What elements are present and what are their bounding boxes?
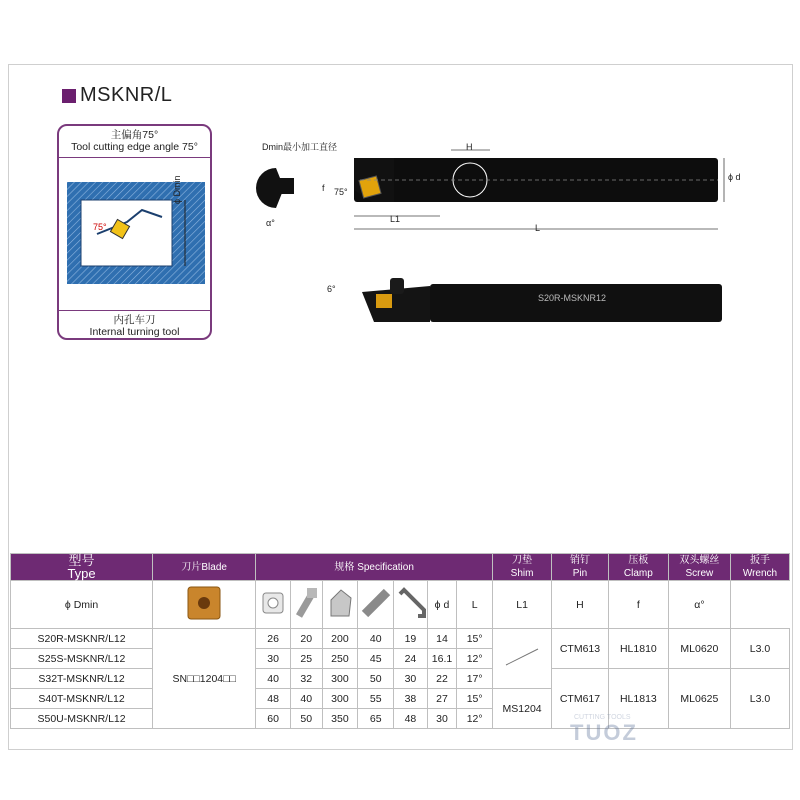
cell: 300 — [322, 689, 358, 709]
screw-header-en: Screw — [685, 568, 714, 579]
cell: 17° — [457, 669, 493, 689]
angle-diagram — [57, 124, 212, 340]
wrench-image — [394, 581, 428, 629]
clamp-value-1: HL1810 — [608, 629, 668, 669]
tool-caption-en: Internal turning tool — [89, 326, 180, 338]
dmin-note: Dmin最小加工直径 — [262, 142, 338, 152]
type-header-cn: 型号 — [68, 553, 95, 568]
caption-divider — [59, 157, 210, 158]
no-shim-slash-icon — [502, 645, 542, 669]
tool-caption-cn: 内孔车刀 — [113, 314, 156, 326]
col-dmin: ϕ Dmin — [11, 581, 153, 629]
cell: 200 — [322, 629, 358, 649]
wrench-header-en: Wrench — [742, 568, 778, 579]
insert-image — [153, 581, 256, 629]
clamp-value-2: HL1813 — [608, 669, 668, 729]
clamp-header — [608, 554, 668, 581]
pin-header-en: Pin — [572, 568, 588, 579]
cell: 12° — [457, 709, 493, 729]
pin-header-cn: 销钉 — [569, 555, 590, 566]
wrench-value-2: L3.0 — [730, 669, 789, 729]
table-row — [11, 669, 790, 689]
row-type: S50U-MSKNR/L12 — [11, 709, 153, 729]
clamp-image — [322, 581, 358, 629]
cell: 16.1 — [427, 649, 456, 669]
pin-image — [290, 581, 322, 629]
page-title: MSKNR/L — [80, 84, 173, 106]
cell: 300 — [322, 669, 358, 689]
pin-header — [552, 554, 609, 581]
cell: 25 — [290, 649, 322, 669]
type-header-en: Type — [67, 566, 96, 581]
watermark-text: TUOZ — [570, 720, 638, 745]
col-l1: L1 — [493, 581, 552, 629]
cell: 30 — [394, 669, 428, 689]
cell: 22 — [427, 669, 456, 689]
cell: 65 — [358, 709, 394, 729]
cell: 20 — [290, 629, 322, 649]
screw-value-2: ML0625 — [668, 669, 730, 729]
cell: 40 — [256, 669, 291, 689]
col-l: L — [457, 581, 493, 629]
spec-header: 规格 Specification — [256, 554, 493, 581]
cell: 30 — [427, 709, 456, 729]
cell: 350 — [322, 709, 358, 729]
f-dim-label: f — [322, 183, 325, 193]
shim-value-2: MS1204 — [493, 689, 552, 729]
bar-marking: S20R-MSKNR12 — [538, 293, 607, 303]
pin-value-2: CTM617 — [552, 669, 609, 729]
pin-value-1: CTM613 — [552, 629, 609, 669]
row-type: S25S-MSKNR/L12 — [11, 649, 153, 669]
shim-header-en: Shim — [510, 568, 534, 579]
screw-icon — [359, 586, 393, 620]
h-dim-label: H — [466, 142, 473, 152]
col-d: ϕ d — [427, 581, 456, 629]
shim-image — [256, 581, 291, 629]
bore-section-drawing — [67, 182, 205, 284]
cell: 15° — [457, 689, 493, 709]
alpha-label: α° — [266, 218, 275, 228]
shim-header — [493, 554, 552, 581]
relief-angle-label: 6° — [327, 284, 336, 294]
wrench-value-1: L3.0 — [730, 629, 789, 669]
screw-value-1: ML0620 — [668, 629, 730, 669]
diagram-angle-label: 75° — [93, 222, 107, 232]
angle-caption-cn: 主偏角75° — [110, 129, 159, 141]
l-dim-label: L — [535, 223, 541, 233]
angle-caption-en: Tool cutting edge angle 75° — [71, 141, 198, 153]
wrench-icon — [394, 586, 428, 620]
cell: 24 — [394, 649, 428, 669]
table-row — [11, 629, 790, 649]
spec-table — [10, 553, 790, 729]
cell: 27 — [427, 689, 456, 709]
l1-dim-label: L1 — [390, 214, 401, 224]
col-h: H — [552, 581, 609, 629]
screw-header-cn: 双头螺丝 — [679, 555, 720, 566]
row-type: S32T-MSKNR/L12 — [11, 669, 153, 689]
type-header — [11, 554, 153, 581]
d-dim-label: ϕ d — [728, 172, 741, 182]
clamp-header-cn: 压板 — [628, 555, 649, 566]
shim-none — [493, 629, 552, 689]
cell: 45 — [358, 649, 394, 669]
screw-header — [668, 554, 730, 581]
caption-divider-bottom — [59, 310, 210, 311]
screw-image — [358, 581, 394, 629]
cell: 14 — [427, 629, 456, 649]
cell: 50 — [290, 709, 322, 729]
cell: 50 — [358, 669, 394, 689]
cell: 55 — [358, 689, 394, 709]
blade-header: 刀片Blade — [153, 554, 256, 581]
cell: 250 — [322, 649, 358, 669]
cell: 48 — [256, 689, 291, 709]
blade-value: SN□□1204□□ — [153, 629, 256, 729]
title-square-icon — [62, 89, 76, 103]
drawing-angle-label: 75° — [334, 187, 348, 197]
cell: 40 — [290, 689, 322, 709]
cell: 19 — [394, 629, 428, 649]
clamp-icon — [325, 586, 355, 620]
wrench-header — [730, 554, 789, 581]
title-block — [62, 84, 172, 107]
cell: 40 — [358, 629, 394, 649]
cell: 38 — [394, 689, 428, 709]
watermark-sub: CUTTING TOOLS — [574, 714, 631, 721]
cell: 32 — [290, 669, 322, 689]
row-type: S20R-MSKNR/L12 — [11, 629, 153, 649]
cell: 48 — [394, 709, 428, 729]
watermark-logo — [534, 712, 654, 746]
cell: 12° — [457, 649, 493, 669]
cell: 26 — [256, 629, 291, 649]
boring-bar-photo — [330, 272, 730, 332]
cell: 60 — [256, 709, 291, 729]
square-insert-icon — [182, 581, 226, 625]
clamp-header-en: Clamp — [623, 568, 653, 579]
col-f: f — [608, 581, 668, 629]
cell: 30 — [256, 649, 291, 669]
diagram-dmin-label: ϕ Dmin — [172, 175, 182, 204]
col-alpha: α° — [668, 581, 730, 629]
wrench-header-cn: 扳手 — [749, 555, 770, 566]
shim-icon — [259, 589, 287, 617]
cell: 15° — [457, 629, 493, 649]
row-type: S40T-MSKNR/L12 — [11, 689, 153, 709]
shim-header-cn: 刀垫 — [512, 555, 533, 566]
pin-icon — [291, 586, 321, 620]
